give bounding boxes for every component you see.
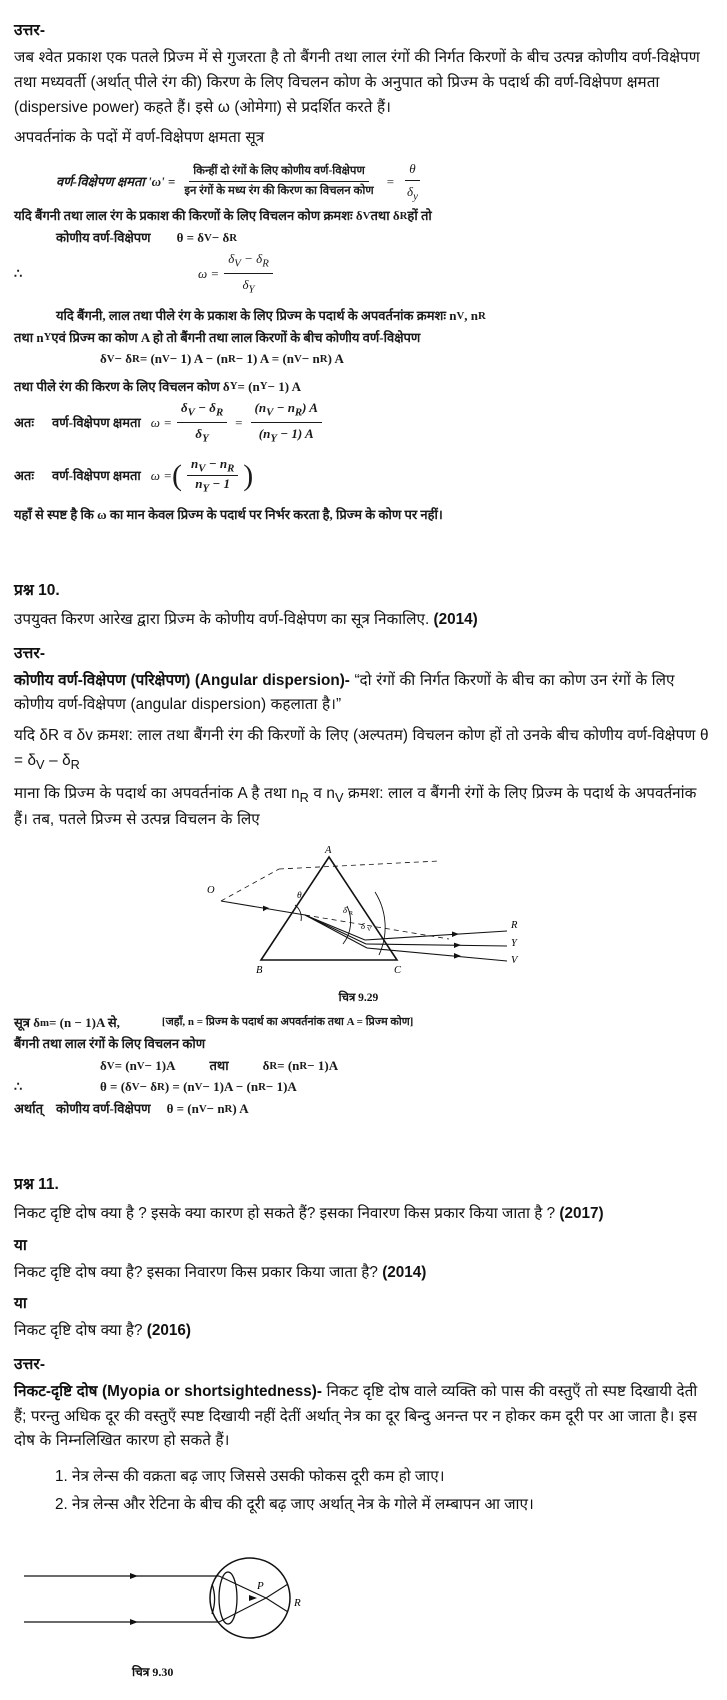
emergent-ray-V — [367, 948, 507, 961]
fraction-numerator: θ — [405, 159, 419, 181]
prism-diagram-svg — [129, 843, 599, 988]
label-delta-R-sub: R — [348, 910, 353, 917]
question-11-year-1: (2017) — [559, 1205, 604, 1223]
label-delta-V: δ — [360, 920, 365, 931]
formula-line-3: कोणीय वर्ण-विक्षेपण θ = δ V − δ R — [56, 229, 238, 245]
fraction-denominator: $\delta_Y$ — [195, 425, 209, 445]
question-10-number: प्रश्न 10. — [14, 582, 60, 600]
question-10-year: (2014) — [433, 611, 478, 629]
emergent-ray-Y-arrow — [454, 943, 461, 948]
formula-line-4: ∴ ω = $\frac{\delta_V - \delta_R}{\delta_Y}$ — [14, 249, 713, 298]
label-A: A — [324, 844, 331, 856]
fraction-denominator: इन रंगों के मध्य रंग की किरण का विचलन कोण — [184, 185, 374, 198]
angular-dispersion-definition: कोणीय वर्ण-विक्षेपण (परिक्षेपण) (Angular dispersion)- “दो रंगों की निर्गत किरणों के बीच का कोण उन रंगों के लिए कोणीय वर्ण-विक्षेपण (angular dispersion) कहलाता है।” — [14, 671, 675, 714]
label-delta-R: δ — [342, 904, 347, 915]
formula-line-6: तथा n Y एवं प्रिज्म का कोण A हो तो बैंगनी तथा लाल किरणों के बीच कोणीय वर्ण-विक्षेपण — [14, 329, 421, 345]
label-delta-V-sub: V — [366, 926, 371, 933]
label-P: P — [257, 1580, 264, 1593]
answer-block-9 — [14, 18, 713, 524]
derivation-line-3: δ V = (n V − 1)A तथा δ R = (n R − 1)A — [100, 1057, 339, 1073]
myopia-causes-list — [14, 1464, 713, 1518]
converging-ray-bottom — [219, 1598, 266, 1622]
fraction-denominator: $(n_Y - 1)$ A — [258, 425, 314, 445]
answer-paragraph-1: जब श्वेत प्रकाश एक पतले प्रिज्म में से गुजरता है तो बैंगनी तथा लाल रंगों की निर्गत किरणों के बीच उत्पन्न कोणीय वर्ण-विक्षेपण तथा मध्यवर्ती (अर्थात् पीले रंग की) किरण के लिए विचलन कोण के अनुपात को प्रिज्म के पदार्थ की वर्ण-विक्षेपण क्षमता (dispersive power) कहते हैं। इसे ω (ओमेगा) से प्रदर्शित करते हैं। — [14, 49, 700, 116]
axis-arrow — [249, 1595, 257, 1601]
angular-dispersion-derivation — [14, 1013, 713, 1119]
diverging-ray-top — [266, 1584, 288, 1598]
question-11-text-2: निकट दृष्टि दोष क्या है? इसका निवारण किस प्रकार किया जाता है? (2014) — [14, 1263, 427, 1281]
fraction-denominator: $\delta_Y$ — [242, 277, 255, 296]
derivation-line-5: अर्थात् कोणीय वर्ण-विक्षेपण θ = (n V − n R ) A — [14, 1100, 249, 1116]
answer-paragraph-2: अपवर्तनांक के पदों में वर्ण-विक्षेपण क्षमता सूत्र — [14, 129, 265, 147]
eye-diagram-svg — [14, 1536, 434, 1654]
formula-parenthesized-fraction: ( $\frac{n_V - n_R}{n_Y - 1}$ ) — [171, 455, 254, 495]
question-11-block — [14, 1172, 713, 1680]
label-Y: Y — [510, 937, 517, 949]
question-11-number: प्रश्न 11. — [14, 1176, 59, 1194]
fraction-numerator: $(n_V - n_R)$ A — [251, 398, 322, 423]
angular-dispersion-term: कोणीय वर्ण-विक्षेपण (परिक्षेपण) (Angular dispersion)- — [14, 671, 350, 689]
construction-line-top — [221, 869, 279, 901]
question-11-or-1: या — [14, 1236, 27, 1254]
question-10-block — [14, 578, 713, 1118]
formula-line-9: अतः वर्ण-विक्षेपण क्षमता ω = $\frac{\delta_V - \delta_R}{\delta_Y}$ = $\frac{(n_V - n_R) A}{(n_Y - 1) A}$ — [14, 398, 713, 447]
label-R: R — [294, 1597, 301, 1610]
formula-fraction-theta-delta — [403, 159, 422, 204]
incident-ray-arrow — [263, 906, 269, 912]
question-10-text: उपयुक्त किरण आरेख द्वारा प्रिज्म के कोणीय वर्ण-विक्षेपण का सूत्र निकालिए. (2014) — [14, 611, 478, 629]
myopia-eye-figure — [14, 1536, 713, 1680]
angle-arc-large — [375, 892, 385, 955]
label-theta: θ — [296, 890, 302, 901]
parallel-ray-bottom-arrow — [130, 1619, 138, 1625]
question-11-text-3: निकट दृष्टि दोष क्या है? (2016) — [14, 1322, 191, 1340]
label-C: C — [393, 964, 401, 976]
formula-line-11: यहाँ से स्पष्ट है कि ω का मान केवल प्रिज्म के पदार्थ पर निर्भर करता है, प्रिज्म के कोण पर नहीं। — [14, 506, 443, 522]
formula-label-omega: वर्ण-विक्षेपण क्षमता 'ω' = — [56, 173, 176, 189]
fraction-denominator: $n_Y - 1$ — [195, 476, 231, 495]
answer-10-paragraph-3: माना कि प्रिज्म के पदार्थ का अपवर्तनांक A है तथा $n_R$ व $n_V$ क्रमश: लाल व बैंगनी रंगों के लिए प्रिज्म के पदार्थ के अपवर्तनांक हैं। तब, पतले प्रिज्म से उत्पन्न विचलन के लिए — [14, 784, 697, 829]
diverging-ray-bottom — [266, 1598, 288, 1612]
formula-fraction-definition — [180, 163, 377, 201]
answer-10-paragraph-2: यदि δR व δv क्रमश: लाल तथा बैंगनी रंग की किरणों के लिए (अल्पतम) विचलन कोण हों तो उनके बीच कोणीय वर्ण-विक्षेपण $\theta = \delta_V - \delta_R$ — [14, 727, 709, 772]
formula-fraction-left — [177, 398, 227, 447]
emergent-ray-V-arrow — [454, 953, 461, 959]
emergent-ray-R — [365, 931, 507, 940]
formula-line-1: वर्ण-विक्षेपण क्षमता 'ω' = $\frac{\text{किन्हीं दो रंगों के लिए कोणीय वर्ण-विक्षेपण}}{\text{इन रंगों के मध्य रंग की किरण का विचलन कोण}}$ = $\frac{\theta}{\delta_y}$ — [14, 159, 713, 204]
fraction-numerator: $\delta_V - \delta_R$ — [177, 398, 227, 423]
derivation-note: [जहाँ, n = प्रिज्म के पदार्थ का अपवर्तनांक तथा A = प्रिज्म कोण] — [161, 1016, 414, 1029]
fraction-denominator: $\delta_y$ — [407, 183, 418, 203]
figure-9-29-caption: चित्र 9.29 — [338, 991, 379, 1004]
formula-line-7: δ V − δ R = (n V − 1) A − (n R − 1) A = (n V − n R ) A — [100, 351, 344, 367]
derivation-line-2: बैंगनी तथा लाल रंगों के लिए विचलन कोण — [14, 1036, 206, 1052]
construction-line-top-2 — [279, 861, 439, 869]
figure-9-30-caption: चित्र 9.30 — [132, 1665, 174, 1680]
emergent-ray-R-arrow — [452, 931, 459, 937]
dispersive-power-derivation — [14, 159, 713, 524]
formula-fraction-omega — [224, 249, 273, 298]
question-11-or-2: या — [14, 1295, 27, 1313]
answer-10-label: उत्तर- — [14, 644, 46, 662]
question-11-year-3: (2016) — [146, 1322, 191, 1340]
formula-line-5: यदि बैंगनी, लाल तथा पीले रंग के प्रकाश के लिए प्रिज्म के पदार्थ के अपवर्तनांक क्रमशः n V , n R — [56, 308, 486, 324]
myopia-definition: निकट-दृष्टि दोष (Myopia or shortsightedness)- निकट दृष्टि दोष वाले व्यक्ति को पास की वस्तुएँ तो स्पष्ट दिखायी देती हैं; परन्तु अधिक दूर की वस्तुएँ स्पष्ट दिखायी नहीं देतीं अर्थात् नेत्र का दूर बिन्दु अनन्त पर न होकर कम दूरी पर आ जाता है। इस दोष के निम्नलिखित कारण हो सकते हैं। — [14, 1382, 698, 1450]
derivation-line-1: सूत्र δ m = (n − 1)A से, [जहाँ, n = प्रिज्म के पदार्थ का अपवर्तनांक तथा A = प्रिज्म कोण] — [14, 1014, 414, 1030]
answer-11-label: उत्तर- — [14, 1355, 46, 1373]
formula-line-10: अतः वर्ण-विक्षेपण क्षमता ω = ( $\frac{n_V - n_R}{n_Y - 1}$ ) — [14, 455, 254, 495]
label-B: B — [255, 964, 262, 976]
parallel-ray-top-arrow — [130, 1573, 138, 1579]
question-11-year-2: (2014) — [382, 1263, 427, 1281]
list-item: 1. नेत्र लेन्स की वक्रता बढ़ जाए जिससे उसकी फोकस दूरी कम हो जाए। — [72, 1464, 713, 1490]
answer-label: उत्तर- — [14, 22, 46, 39]
label-O: O — [206, 884, 215, 896]
fraction-numerator: $n_V - n_R$ — [187, 457, 238, 476]
derivation-line-4: ∴ θ = (δ V − δ R ) = (n V − 1)A − (n R − 1)A — [14, 1079, 297, 1095]
fraction-numerator: किन्हीं दो रंगों के लिए कोणीय वर्ण-विक्षेपण — [189, 163, 369, 182]
formula-line-2: यदि बैंगनी तथा लाल रंग के प्रकाश की किरणों के लिए विचलन कोण क्रमशः δ V तथा δ R हों तो — [14, 208, 432, 224]
fraction-numerator: $\delta_V - \delta_R$ — [224, 249, 273, 274]
list-item: 2. नेत्र लेन्स और रेटिना के बीच की दूरी बढ़ जाए अर्थात् नेत्र के गोले में लम्बापन आ जाए। — [72, 1492, 713, 1518]
label-V: V — [510, 954, 517, 966]
formula-line-8: तथा पीले रंग की किरण के लिए विचलन कोण δ Y = (n Y − 1) A — [14, 378, 301, 394]
label-R: R — [510, 919, 517, 931]
question-11-text-1: निकट दृष्टि दोष क्या है ? इसके क्या कारण हो सकते हैं? इसका निवारण किस प्रकार किया जाता है ? (2017) — [14, 1205, 604, 1223]
myopia-term: निकट-दृष्टि दोष (Myopia or shortsightedness)- — [14, 1382, 322, 1400]
formula-fraction-right — [251, 398, 322, 447]
prism-dispersion-figure — [14, 843, 713, 988]
